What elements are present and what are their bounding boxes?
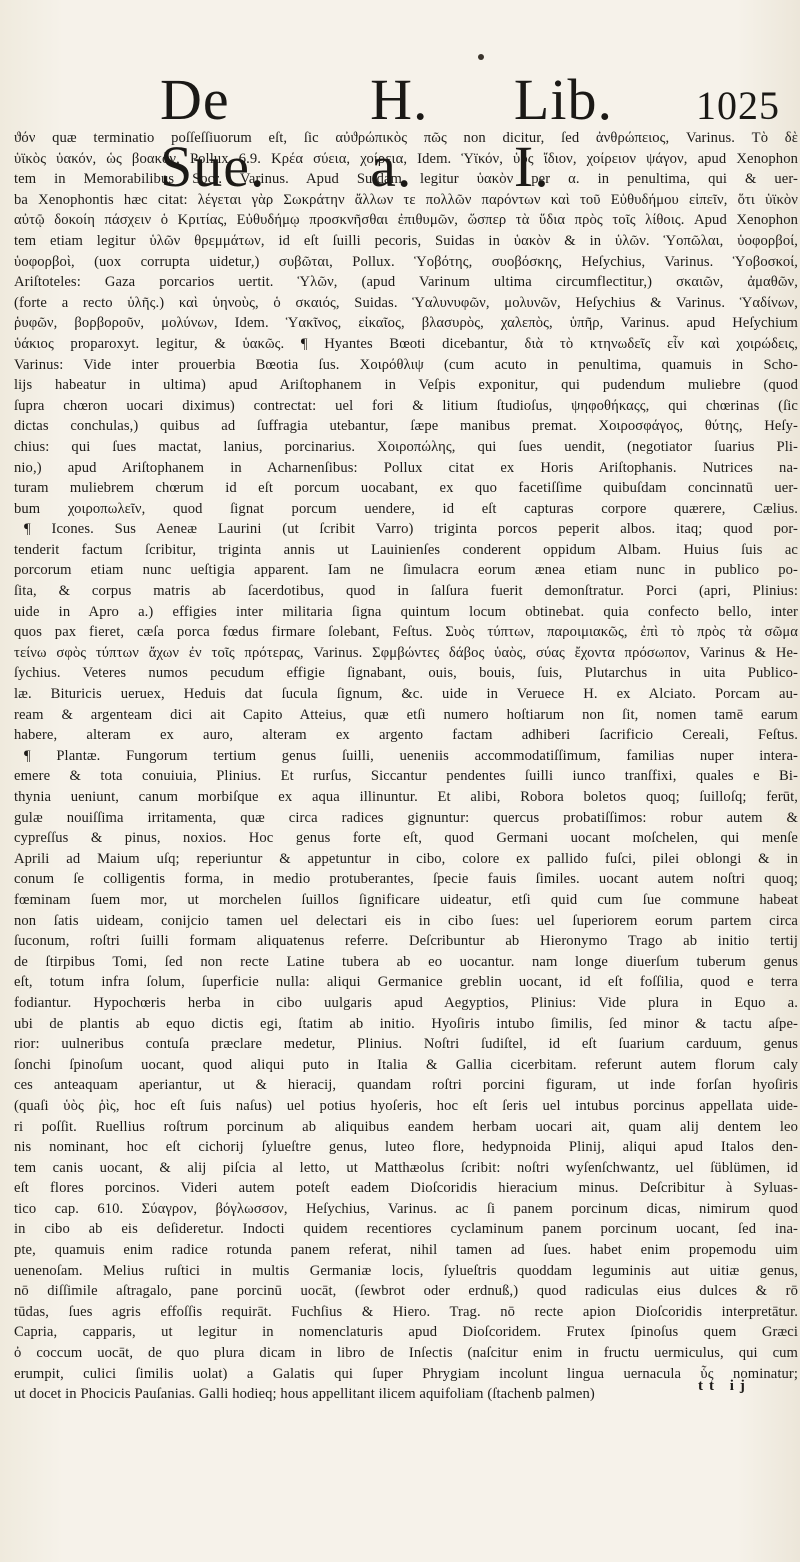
text-line: ſonchi ſpinoſum uocant, quod aliqui puto in Italia & Gallia cicerbitam. referunt autem florum caly bbox=[14, 1056, 798, 1073]
text-line: pte, quamuis enim radice rotunda panem referat, nihil tamen ad ſues. habet enim propemodu uim bbox=[14, 1242, 798, 1259]
text-line: porcorum etiam nunc ueſtigia apparent. Iam ne ſimulacra eorum ænea etiam nunc in publico po- bbox=[14, 562, 798, 579]
text-line: ſupra chœron uocari diximus) contrectat: uel fori & litium ſtudioſus, ψηφοθήκαςς, qui chœrinas (ſic bbox=[14, 397, 798, 414]
text-line: fodiantur. Hypochœris herba in cibo uulgaris apud Aegyptios, Plinius: Vide plura in Equo a. bbox=[14, 994, 798, 1011]
text-line: ubi de plantis ab equo dictis egi, ſtatim ab initio. Hyoſiris intubo ſimilis, ſed minor & tactu aſpe- bbox=[14, 1015, 798, 1032]
text-line: fœminam ſuem mor, ut morchelen ſuillos ſignificare uideatur, etſi quid cum ſue commune habeat bbox=[14, 891, 798, 908]
text-line: erumpit, culici ſimilis uolat) a Galatis qui ſuper Phrygiam incolunt lingua uernacula ὗς nominatur; bbox=[14, 1365, 798, 1382]
text-line: (forte a recto ὑλῆς.) καὶ ὑηνοὺς, ὁ σκαιός, Suidas. Ὑαλυνυφῶν, μολυνῶν, Heſychius & Varinus. Ὑαδίνων, bbox=[14, 294, 798, 311]
text-line: αὐτῷ δοκοίη πάσχειν ὁ Κριτίας, Εὐθυδήμῳ προσκνῆσθαι ἐπιθυμῶν, ὥσπερ τὰ ὕδια πρὸς τοῖς λίθοις. Apud Xenophon bbox=[14, 212, 798, 229]
text-line: læ. Bituricis ueruex, Heduis dat ſucula ſignum, &c. uide in Veruece H. ex Alciato. Porcam au- bbox=[14, 686, 798, 703]
text-line: ὑάκιος proparoxyt. legitur, & ὑακῶς. ¶ Hyantes Bœoti dicebantur, διὰ τὸ κτηνωδεῖς εἶν καὶ χοιρώδεις, bbox=[14, 335, 798, 352]
text-line: conum ſe colligentis forma, in medio protuberantes, ſpecie fauis ſimiles. uocant autem noſtri quoq; bbox=[14, 871, 798, 888]
text-line: cypreſſus & pinus, noxios. Hoc genus forte eſt, quod Germani uocant moſchelen, qui menſe bbox=[14, 830, 798, 847]
text-line: uenenoſam. Melius ruſtici in multis Germaniæ locis, ſylueſtris quoddam leguminis aut uitiæ genus, bbox=[14, 1262, 798, 1279]
text-line: eſt flores porcinos. Videri autem poteſt eadem Dioſcoridis hieracium minus. Deſcribitur à Syluas- bbox=[14, 1180, 798, 1197]
text-line: tenderit factum ſcribitur, triginta annis ut Lauinienſes conderent oppidum Albam. Huius ſuis ac bbox=[14, 541, 798, 558]
running-title: De Sue. bbox=[160, 67, 266, 199]
text-line: ſita, & corpus matris ab ſacerdotibus, quod in ſalſura fuerit demonſtratur. Porci (apri, Plinius: bbox=[14, 583, 798, 600]
section-mark: H. a. bbox=[370, 67, 429, 199]
text-line: ba Xenophontis hæc citat: λέγεται γὰρ Σωκράτην ἄλλων τε πολλῶν παρόντων καὶ τοῦ Εὐθυδήμου εἰπεῖν, ὅτι ὑϊκὸν bbox=[14, 191, 798, 208]
text-line: turam muliebrem chœrum id eſt porcum uocabant, ex quo facetiſſime quibuſdam concinnatū uer- bbox=[14, 480, 798, 497]
text-line: ſychius. Veteres numos pecudum effigie ſignabant, ouis, bouis, ſuis, Plutarchus in uita Publico- bbox=[14, 665, 798, 682]
text-line: rior: uulneribus contuſa præclare medetur, Plinius. Noſtri ſudiſtel, id eſt ſuarium carduum, genus bbox=[14, 1036, 798, 1053]
text-line: tico cap. 610. Σύαγρον, βόγλωσσον, Heſychius, Varinus. ac ſi panem porcinum dicas, nimirum quod bbox=[14, 1200, 798, 1217]
text-line: chius: qui ſues mactat, lanius, porcinarius. Χοιροπώλης, qui ſues uendit, (negotiator ſuarius Pli- bbox=[14, 438, 798, 455]
text-line: ὀ coccum uocāt, de quo plura dicam in libro de Inſectis (naſcitur enim in fructu uermiculus, qui cum bbox=[14, 1345, 798, 1362]
text-line: Capria, capparis, ut legitur in nomenclaturis apud Dioſcoridem. Frutex ſpinoſus quem Græci bbox=[14, 1324, 798, 1341]
body-text bbox=[14, 128, 798, 1403]
text-line: nis nominant, hoc eſt cichorij ſylueſtre genus, luteo flore, hedypnoida Plinij, aliqui apud Italos den- bbox=[14, 1139, 798, 1156]
text-line: in cibo ab eis deſideretur. Indocti quidem recentiores cyclaminum panem porcinum uocant, ſed ina- bbox=[14, 1221, 798, 1238]
text-line: bum χοιροπωλεῖν, quod ſignat porcum uendere, id eſt capturas corpore quærere, Cælius. bbox=[14, 500, 798, 517]
text-line: tem in Memorabilibus Socr. Varinus. Apud Suidam legitur ὑακὸν per α. in penultima, qui & uer- bbox=[14, 171, 798, 188]
signature-mark: tt ij bbox=[698, 1378, 751, 1394]
page-number: 1025 bbox=[696, 83, 780, 128]
text-line: dictas conchulas,) quibus ad ſuffragia utebantur, ſæpe manibus premat. Χοιροσφάγος, θύτης, Heſy- bbox=[14, 418, 798, 435]
text-line: ϑόν quæ terminatio poſſeſſiuorum eſt, ſic αὐϑρώπικὸς πῶς non dicitur, ſed ἀνθρώπειος, Varinus. Τὸ δὲ bbox=[14, 130, 798, 146]
text-line: eſt, totum infra ſolum, ſuperficie nulla: aliqui Germanice greblin uocant, id eſt foſſilia, quod e terra bbox=[14, 974, 798, 991]
text-line: Varinus: Vide inter prouerbia Bœotia ſus. Χοιρόθλιψ (cum acuto in penultima, quamuis in Scho- bbox=[14, 356, 798, 373]
text-line: habere, alteram ex auro, alteram ex argento factam adhiberi ſacrificio Cereali, Feſtus. bbox=[14, 727, 798, 744]
text-line: ri poſſit. Ruellius roſtrum porcinum ab aliquibus eandem herbam uocari ait, quam alij dentem leo bbox=[14, 1118, 798, 1135]
text-line: tūdas, ſues agris effoſſis requirāt. Fuchſius & Hiero. Trag. nō recte apion Dioſcoridis interpretātur. bbox=[14, 1303, 798, 1320]
text-line: Ariſtoteles: Gaza porcarios uertit. Ὑλῶν, (apud Varinum ultima circumflectitur,) σκαιῶν, ἀμαθῶν, bbox=[14, 274, 798, 291]
text-line: nō diſſimile aſtragalo, pane porcinū uocāt, (ſewbrot oder erdnuß,) quod radiculas eius dulces & rō bbox=[14, 1283, 798, 1300]
text-line: τείνω σφὸς τύπτων ἄχων ἐν τοῖς πρότερας, Varinus. Σφμβώντες δάβος ὑαὸς, σύας ἔχοντα πρόσωπον, Varinus & He- bbox=[14, 644, 798, 661]
text-line: ὑοφορβοὶ, (uox corrupta uidetur,) συβῶται, Pollux. Ὑοβότης, συοβόσκης, Heſychius, Varinus. Ὑοβοσκοί, bbox=[14, 253, 798, 270]
ink-dot bbox=[478, 54, 484, 60]
text-line: quos pax fieret, cæſa porca fœdus firmare ſolebant, Feſtus. Συὸς τύπτων, παροιμιακῶς, ἐπὶ τὸ πρὸς τὰ σῶμα bbox=[14, 624, 798, 641]
text-line: thynia ueniunt, canum morbiſque ex aqua illinuntur. Et alibi, Robora boletos quoq; ſuilloſq; ferūt, bbox=[14, 789, 798, 805]
text-line: lijs habeatur in ultima) apud Ariſtophanem in Veſpis exponitur, qui pudendum muliebre (quod bbox=[14, 377, 798, 394]
text-line: ¶ Icones. Sus Aeneæ Laurini (ut ſcribit Varro) triginta porcos peperit albos. itaq; quod por- bbox=[24, 521, 798, 538]
book-number: Lib. I. bbox=[513, 67, 613, 199]
text-line: ¶ Plantæ. Fungorum tertium genus ſuilli, ueneniis accommodatiſſimum, familias nuper intera- bbox=[24, 747, 798, 764]
text-line: nio,) apud Ariſtophanem in Acharnenſibus: Pollux citat ex Horis Ariſtophanis. Nutrices na- bbox=[14, 459, 798, 476]
text-line: ut docet in Phocicis Pauſanias. Galli hodieq; hous appellitant ilicem aquifoliam (ſtachenb palmen) bbox=[14, 1386, 595, 1403]
text-line: ream & argenteam dici ait Capito Atteius, quæ etſi numero hoſtiarum non ſit, nomen tamē earum bbox=[14, 706, 798, 723]
text-line: Aprili ad Maium uſq; reperiuntur & appetuntur in cibo, colore ex pallido fuſci, pilei oblongi & in bbox=[14, 850, 798, 867]
text-line: de ſtirpibus Tomi, ſed non recte Latine tubera ab eo uocantur. nam longe diuerſum tuberum genus bbox=[14, 953, 798, 970]
text-line: uide in Apro a.) effigies inter militaria ſigna quintum locum obtinebat. quia confecto bello, inter bbox=[14, 603, 798, 620]
text-line: tem etiam legitur ὑλῶν θρεμμάτων, id eſt ſuilli pecoris, Suidas in ὑακὸν & in ὑλῶν. Ὑοπῶλαι, ὑοφορβοί, bbox=[14, 232, 798, 249]
text-line: (quaſi ὑὸς ῥὶς, hoc eſt ſuis naſus) uel potius hyoſeris, hoc eſt ſeris uel intubus porcinus appellata uide- bbox=[14, 1097, 798, 1114]
text-line: ſuconum, roſtri ſuilli formam aliquatenus referre. Deſcribuntur ab Hieronymo Trago ab initio tertij bbox=[14, 933, 798, 950]
text-line: emere & tota conuiuia, Plinius. Et rurſus, Siccantur pendentes ſuilli iunco tranſfixi, quales e Bi- bbox=[14, 768, 798, 785]
text-line: ces anteaquam aperiantur, ut & hieracij, quandam roſtri porcini figuram, ut inde forſan hyoſiris bbox=[14, 1077, 798, 1094]
text-line: non ſatis uideam, conijcio tamen uel delectari eis in cibo ſues: uel ſuperiorem eorum partem circa bbox=[14, 912, 798, 929]
text-line: ὑϊκὸς ὑακόν, ὡς βοακὸν, Pollux 6.9. Κρέα σύεια, χοίρεια, Idem. Ὑϊκόν, ὑὸς ἴδιον, χοίρειον ψάγον, apud Xenophon bbox=[14, 150, 798, 167]
text-line: tem canis uocant, & alij piſcia al letto, ut Matthæolus ſcribit: noſtri wyſenſchwantz, uel ſüblümen, id bbox=[14, 1159, 798, 1176]
text-line: gulæ nouiſſima irritamenta, quæ circa radices gignuntur: quercus probatiſſimos: robur autem & bbox=[14, 809, 798, 826]
text-line: ῥυφῶν, βορβοροῦν, μολύνων, Idem. Ὑακῖνος, εἰκαῖος, βλασυρὸς, χαλεπὸς, ὑπῆρ, Varinus. apud Heſychium bbox=[14, 315, 798, 332]
